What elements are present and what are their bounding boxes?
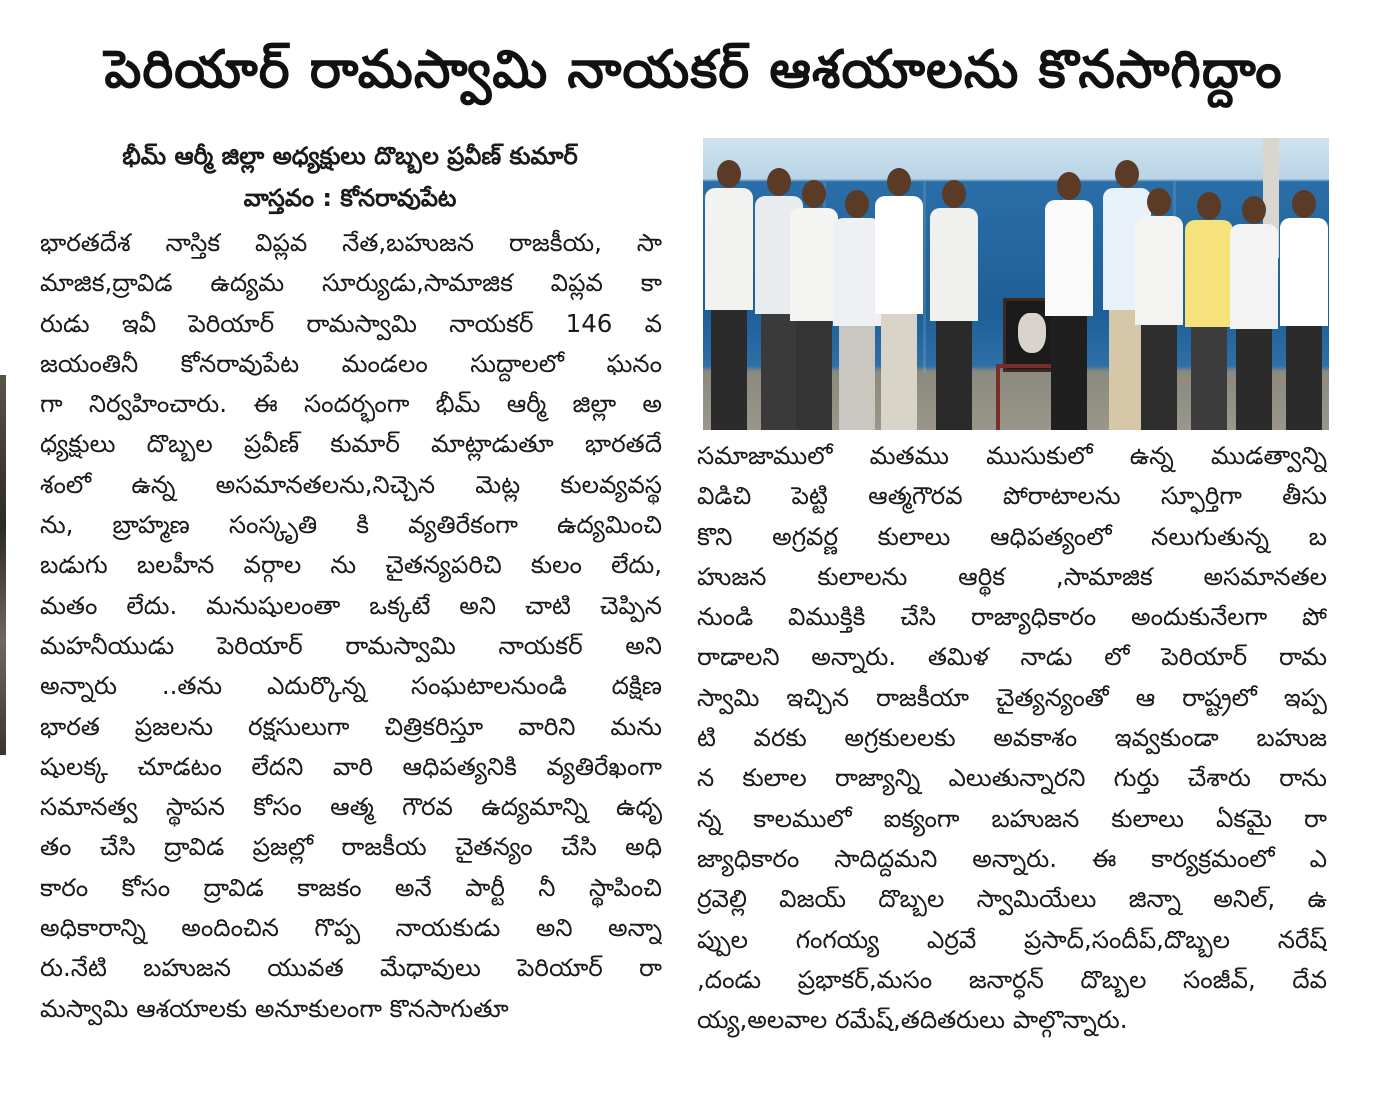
article-left-line: ధ్యక్షులు దొబ్బల ప్రవీణ్ కుమార్ మాట్లాడుతూ భారతదే bbox=[40, 429, 662, 459]
article-left-line: భారత ప్రజలను రక్షసులుగా చిత్రికరిస్తూ వారిని మను bbox=[40, 711, 662, 741]
person-head bbox=[942, 180, 966, 208]
article-right-line: టి వరకు అగ్రకులలకు అవకాశం ఇవ్వకుండా బహుజ bbox=[697, 723, 1327, 753]
article-left-line: అన్నారు ..తను ఎదుర్కొన్న సంఘటాలనుండి దక్షిణ bbox=[40, 671, 662, 701]
person-figure bbox=[1133, 188, 1185, 430]
person-shirt bbox=[1045, 200, 1093, 316]
article-left-column bbox=[40, 223, 662, 1029]
article-right-line: కొని అగ్రవర్ణ కులాలు ఆధిపత్యంలో నలుగుతున్న బ bbox=[697, 521, 1327, 551]
article-right-column bbox=[697, 436, 1327, 1040]
article-right-line: నుండి విముక్తికి చేసి రాజ్యాధికారం అందుకునేలగా పో bbox=[697, 602, 1327, 632]
article-left-line: ను, బ్రాహ్మణ సంస్కృతి కి వ్యతిరేకంగా ఉద్యమించి bbox=[40, 510, 662, 540]
person-figure bbox=[873, 168, 925, 430]
person-trousers bbox=[1191, 327, 1227, 430]
article-right-line: న కులాల రాజ్యాన్ని ఎలుతున్నారని గుర్తు చేశారు రాను bbox=[697, 763, 1327, 793]
article-left-line: బడుగు బలహీన వర్గాల ను చైతన్యపరిచి కులం లేదు, bbox=[40, 550, 662, 580]
person-shirt bbox=[1185, 220, 1233, 327]
person-trousers bbox=[1051, 316, 1087, 430]
person-shirt bbox=[1280, 218, 1328, 326]
byline-author: భీమ్ ఆర్మీ జిల్లా అధ్యక్షులు దొబ్బల ప్రవీణ్ కుమార్ bbox=[122, 142, 578, 170]
article-left-line: మస్వామి ఆశయాలకు అనూకులంగా కొనసాగుతూ bbox=[40, 993, 509, 1023]
person-head bbox=[1242, 196, 1266, 224]
person-figure bbox=[703, 160, 755, 430]
person-shirt bbox=[1230, 224, 1278, 329]
person-head bbox=[802, 180, 826, 208]
person-trousers bbox=[1236, 329, 1272, 430]
article-right-line: య్య,అలవాల రమేష్,తదితరులు పాల్గొన్నారు. bbox=[697, 1005, 1128, 1035]
article-right-line: రాడాలని అన్నారు. తమిళ నాడు లో పెరియార్ రామ bbox=[697, 642, 1327, 672]
person-trousers bbox=[839, 326, 875, 430]
person-shirt bbox=[1135, 216, 1183, 325]
adjacent-photo-edge bbox=[0, 375, 6, 755]
article-left-line: గా నిర్వహించారు. ఈ సందర్భంగా భీమ్ ఆర్మీ జిల్లా అ bbox=[40, 389, 662, 419]
person-trousers bbox=[796, 321, 832, 430]
article-left-line: రు.నేటి బహుజన యువత మేధావులు పెరియార్ రా bbox=[40, 953, 662, 983]
person-head bbox=[1057, 172, 1081, 200]
person-head bbox=[717, 160, 741, 188]
person-figure bbox=[1043, 172, 1095, 430]
article-left-line: మతం లేదు. మనుషులంతా ఒక్కటే అని చాటి చెప్పిన bbox=[40, 590, 662, 620]
article-left-line: శంలో ఉన్న అసమానతలను,నిచ్చెన మెట్ల కులవ్యవస్థ bbox=[40, 469, 662, 499]
article-right-line: హుజన కులాలను ఆర్థిక ,సామాజిక అసమానతల bbox=[697, 561, 1327, 591]
group-photo bbox=[703, 138, 1329, 430]
person-head bbox=[887, 168, 911, 196]
article-left-line: షులక్క చూడటం లేదని వారి ఆధిపత్యనికి వ్యతిరేఖంగా bbox=[40, 751, 662, 781]
person-head bbox=[1197, 192, 1221, 220]
article-right-line: విడిచి పెట్టి ఆత్మగౌరవ పోరాటాలను స్ఫూర్తిగా తీసు bbox=[697, 481, 1327, 511]
article-right-line: ర్రవెల్లి విజయ్ దొబ్బల స్వామియేలు జిన్నా అనిల్, ఉ bbox=[697, 884, 1327, 914]
article-right-line: సమాజాములో మతము ముసుకులో ఉన్న ముడత్వాన్ని bbox=[697, 441, 1327, 470]
article-left-line: సమానత్వ స్థాపన కోసం ఆత్మ గౌరవ ఉద్యమాన్ని ఉధృ bbox=[40, 792, 662, 822]
person-head bbox=[1147, 188, 1171, 216]
person-figure bbox=[928, 180, 980, 430]
person-shirt bbox=[705, 188, 753, 310]
portrait-face bbox=[1018, 313, 1046, 353]
article-right-line: జ్యాధికారం సాదిద్దమని అన్నారు. ఈ కార్యక్రమంలో ఎ bbox=[697, 843, 1327, 873]
byline-location: వాస్తవం : కోనరావుపేట bbox=[243, 184, 457, 212]
article-right-line: ,దండు ప్రభాకర్,మసం జనార్ధన్ దొబ్బల సంజీవ్, దేవ bbox=[697, 964, 1327, 994]
person-figure bbox=[1228, 196, 1280, 430]
article-left-line: జయంతినీ కోనరావుపేట మండలం సుద్దాలలో ఘనం bbox=[40, 348, 662, 378]
person-trousers bbox=[1141, 325, 1177, 430]
person-trousers bbox=[711, 310, 747, 430]
article-right-line: స్వామి ఇచ్చిన రాజకీయా చైత్యన్యంతో ఆ రాష్ట్రలో ఇప్ప bbox=[697, 682, 1327, 712]
person-head bbox=[1115, 160, 1139, 188]
article-left-line: తం చేసి ద్రావిడ ప్రజల్లో రాజకీయ చైతన్యం చేసి అధి bbox=[40, 832, 662, 862]
person-figure bbox=[1278, 190, 1329, 430]
person-trousers bbox=[936, 321, 972, 430]
person-head bbox=[1292, 190, 1316, 218]
person-trousers bbox=[881, 314, 917, 430]
article-left-line: కారం కోసం ద్రావిడ కాజకం అనే పార్టీ నీ స్థాపించి bbox=[40, 872, 662, 902]
article-left-line: భారతదేశ నాస్తిక విప్లవ నేత,బహుజన రాజకీయ, సా bbox=[40, 228, 662, 257]
article-right-line: న్న కాలములో ఐక్యంగా బహుజన కులాలు ఏకమై రా bbox=[697, 803, 1327, 833]
person-head bbox=[845, 190, 869, 218]
person-trousers bbox=[1286, 326, 1322, 430]
headline: పెరియార్ రామస్వామి నాయకర్ ఆశయాలను కొనసాగిద్దాం bbox=[104, 40, 1283, 100]
person-shirt bbox=[930, 208, 978, 321]
article-left-line: మహనీయుడు పెరియార్ రామస్వామి నాయకర్ అని bbox=[40, 630, 662, 660]
article-left-line: రుడు ఇవీ పెరియార్ రామస్వామి నాయకర్ 146 వ bbox=[40, 308, 662, 338]
article-left-line: అధికారాన్ని అందించిన గొప్ప నాయకుడు అని అన్నా bbox=[40, 913, 662, 943]
article-left-line: మాజిక,ద్రావిడ ఉద్యమ సూర్యుడు,సామాజిక విప్లవ కా bbox=[40, 268, 662, 298]
person-shirt bbox=[875, 196, 923, 314]
article-right-line: ప్పుల గంగయ్య ఎర్రవే ప్రసాద్,సందీప్,దొబ్బల నరేష్ bbox=[697, 924, 1327, 954]
